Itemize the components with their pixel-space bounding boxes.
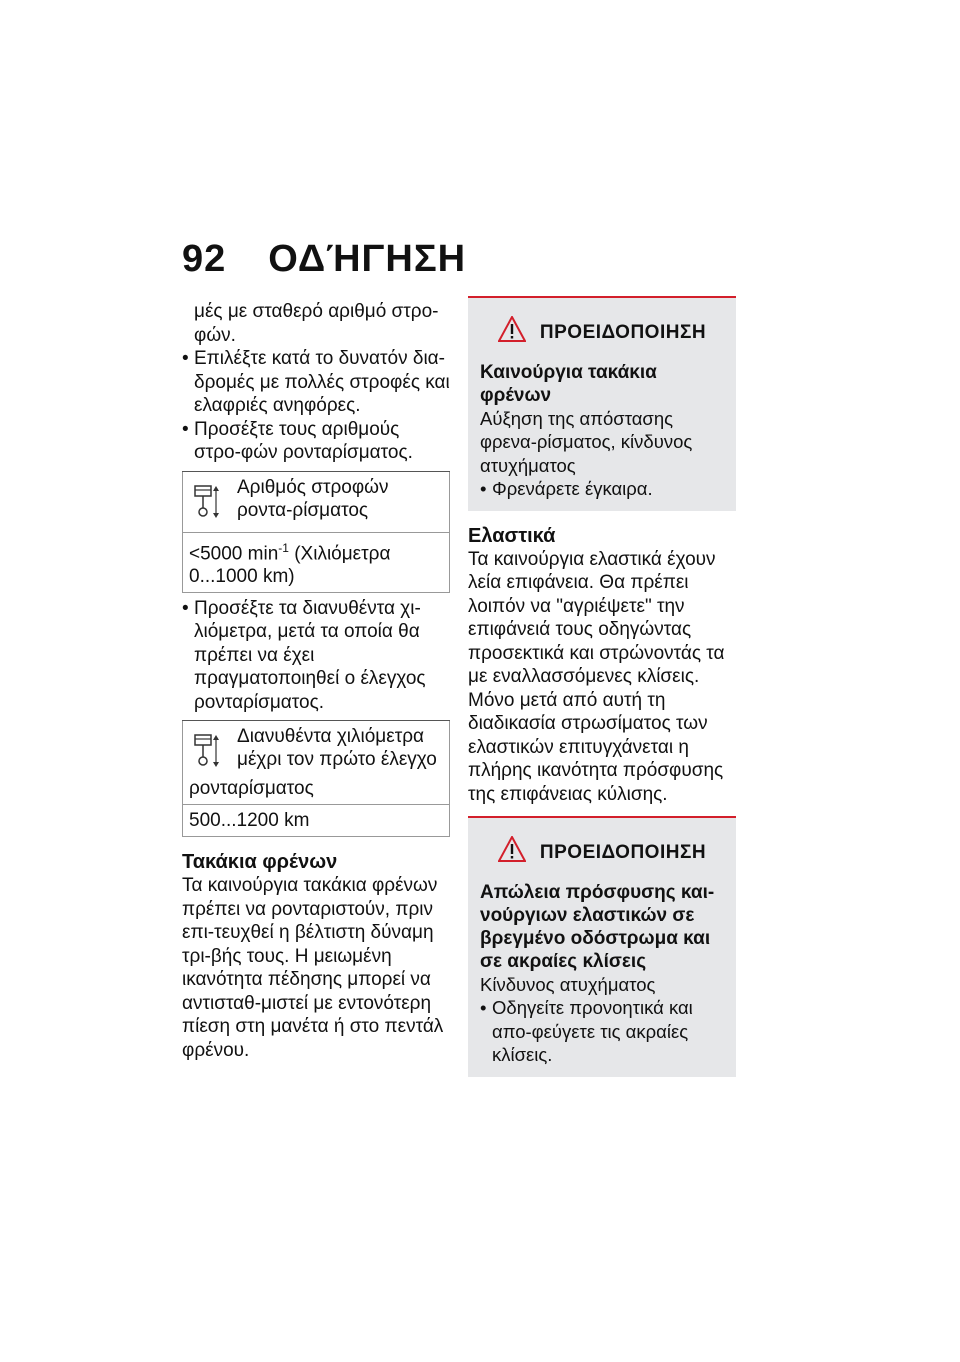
warning-text: Κίνδυνος ατυχήματος <box>480 973 656 995</box>
odometer-icon <box>189 725 229 777</box>
warning-text: Αύξηση της απόστασης φρενα-ρίσματος, κίνδυνος ατυχήματος <box>480 407 693 476</box>
warning-bullet: • Οδηγείτε προνοητικά και απο-φεύγετε τις ακραίες κλίσεις. <box>480 997 693 1065</box>
warning-triangle-icon <box>498 836 526 869</box>
warning-bullet: • Φρενάρετε έγκαιρα. <box>480 478 653 499</box>
warning-title: Απώλεια πρόσφυσης και-νούργιων ελαστικών σε βρεγμένο οδόστρωμα και σε ακραίες κλίσεις <box>480 881 715 972</box>
box-label: Διανυθέντα χιλιόμετρα μέχρι τον πρώτο έλεγχο <box>237 726 437 771</box>
info-box-engine-speed <box>182 471 450 593</box>
page-header <box>182 238 466 281</box>
page-number: 92 <box>182 238 227 280</box>
warning-triangle-icon <box>498 316 526 349</box>
list-item: • Επιλέξτε κατά το δυνατόν δια-δρομές με πολλές στροφές και ελαφριές ανηφόρες. <box>182 348 450 416</box>
warning-box <box>468 816 736 1077</box>
box-label: Αριθμός στροφών ροντα-ρίσματος <box>237 476 389 521</box>
box-label-continued: ρονταρίσματος <box>189 778 314 800</box>
box-value: <5000 $\min^{-1} (X\iota\lambda\iota ό\mu\varepsilon\tau\rho\alpha$ 0...1000 km) <box>182 533 450 593</box>
left-column <box>182 300 450 1062</box>
warning-heading: ΠΡΟΕΙΔΟΠΟΙΗΣΗ <box>539 321 707 343</box>
intro-text: μές με σταθερό αριθμό στρο-φών. <box>194 301 439 346</box>
page-title: ΟΔΉΓΗΣΗ <box>268 238 467 280</box>
warning-title: Καινούργια τακάκια φρένων <box>480 361 657 406</box>
section-text-tyres: Τα καινούργια ελαστικά έχουν λεία επιφάνεια. Θα πρέπει λοιπόν να "αγριέψετε" την επιφάνειά τους οδηγώντας προσεκτικά και στρώνοντάς τα με εναλλασσόμενες κλίσεις. Μόνο μετά από αυτή τη διαδικασία στρωσίματος των ελαστικών επιτυγχάνεται η πλήρης ικανότητα πρόσφυσης της επιφάνειας κύλισης. <box>468 548 725 805</box>
list-item: • Προσέξτε τα διανυθέντα χι-λιόμετρα, μετά τα οποία θα πρέπει να έχει πραγματοποιηθεί ο έλεγχος ρονταρίσματος. <box>182 597 426 713</box>
section-text-brake-pads: Τα καινούργια τακάκια φρένων πρέπει να ρονταριστούν, πριν επι-τευχθεί η βέλτιστη δύναμη τρι-βής τους. Η μειωμένη ικανότητα πέδησης μπορεί να αντισταθ-μιστεί με εντονότερη πίεση στη μανέτα ή στο πεντάλ φρένου. <box>182 875 444 1061</box>
right-column <box>468 296 736 1091</box>
list-item: • Προσέξτε τους αριθμούς στρο-φών ρονταρίσματος. <box>182 418 413 463</box>
warning-heading: ΠΡΟΕΙΔΟΠΟΙΗΣΗ <box>539 841 707 863</box>
warning-box <box>468 296 736 511</box>
section-heading-brake-pads: Τακάκια φρένων <box>182 851 338 874</box>
engine-speed-icon <box>189 476 229 528</box>
section-heading-tyres: Ελαστικά <box>468 524 556 547</box>
info-box-odometer <box>182 720 450 837</box>
box-value: 500...1200 km <box>182 805 450 837</box>
